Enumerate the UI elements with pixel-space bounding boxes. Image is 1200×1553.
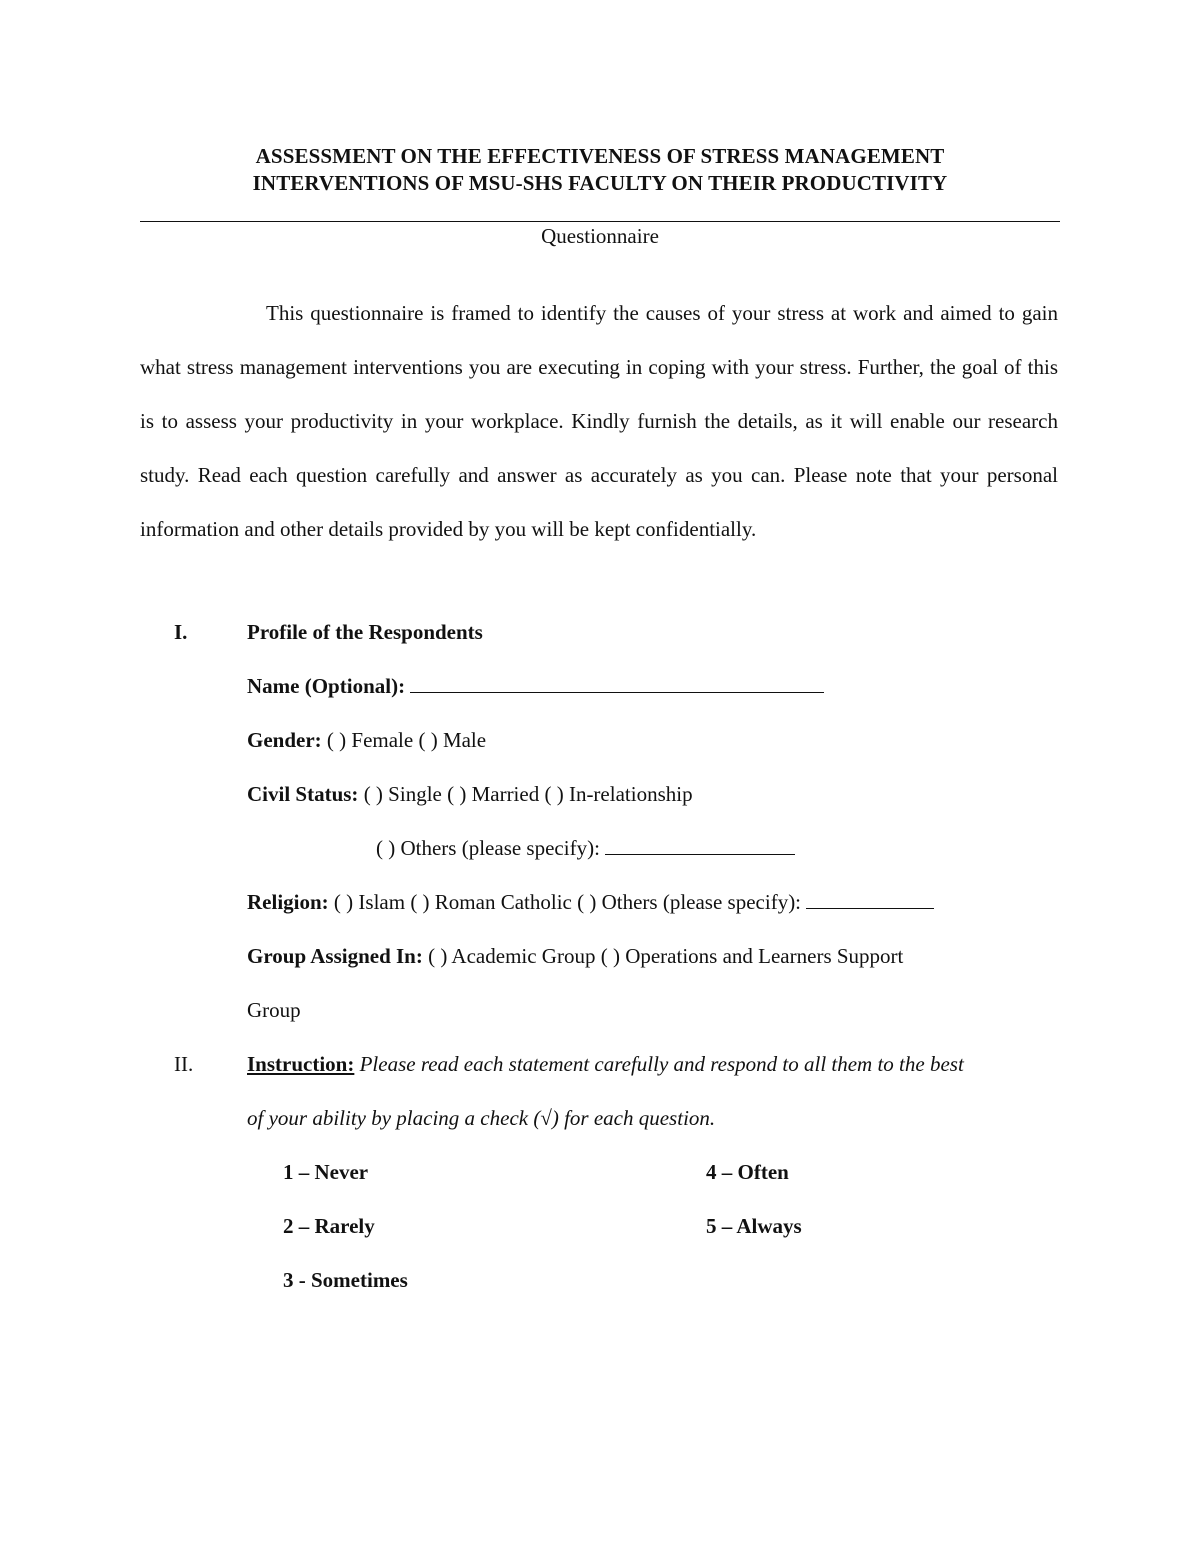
civil-status-label: Civil Status: bbox=[247, 782, 359, 806]
document-subtitle: Questionnaire bbox=[541, 224, 659, 248]
section-2-numeral: II. bbox=[174, 1052, 194, 1076]
civil-status-options[interactable]: ( ) Single ( ) Married ( ) In-relationship bbox=[363, 782, 693, 806]
group-assigned-label: Group Assigned In: bbox=[247, 944, 423, 968]
group-assigned-options[interactable]: ( ) Academic Group ( ) Operations and Learners Support bbox=[428, 944, 904, 968]
group-assigned-row bbox=[247, 944, 903, 969]
scale-never: 1 – Never bbox=[283, 1160, 369, 1184]
name-label: Name (Optional): bbox=[247, 674, 406, 698]
intro-paragraph: This questionnaire is framed to identify the causes of your stress at work and aimed to gain what stress management interventions you are executing in coping with your stress. Further, the goal of this is to assess your productivity in your workplace. Kindly furnish the details, as it will enable our research study. Read each question carefully and answer as accurately as you can. Please note that your personal information and other details provided by you will be kept confidentially. bbox=[140, 301, 1058, 541]
instruction-label: Instruction: bbox=[247, 1052, 355, 1076]
instruction-row bbox=[247, 1052, 964, 1077]
religion-label: Religion: bbox=[247, 890, 329, 914]
gender-row bbox=[247, 728, 486, 753]
document-title-line-2: INTERVENTIONS OF MSU-SHS FACULTY ON THEIR PRODUCTIVITY bbox=[252, 171, 948, 195]
instruction-text-line-1: Please read each statement carefully and respond to all them to the best bbox=[359, 1052, 964, 1076]
civil-status-others-row bbox=[376, 836, 795, 861]
gender-options[interactable]: ( ) Female ( ) Male bbox=[326, 728, 487, 752]
name-input-line[interactable] bbox=[410, 674, 824, 693]
religion-others-input-line[interactable] bbox=[806, 890, 934, 909]
name-field-row bbox=[247, 674, 824, 699]
section-1-heading: Profile of the Respondents bbox=[247, 620, 483, 644]
scale-always: 5 – Always bbox=[706, 1214, 802, 1238]
group-assigned-options-continued: Group bbox=[247, 998, 301, 1022]
civil-status-row bbox=[247, 782, 693, 807]
civil-status-others-option[interactable]: ( ) Others (please specify): bbox=[376, 836, 600, 860]
civil-status-others-input-line[interactable] bbox=[605, 836, 795, 855]
section-1-numeral: I. bbox=[174, 620, 188, 644]
title-divider bbox=[140, 221, 1060, 222]
scale-rarely: 2 – Rarely bbox=[283, 1214, 375, 1238]
gender-label: Gender: bbox=[247, 728, 322, 752]
document-title-line-1: ASSESSMENT ON THE EFFECTIVENESS OF STRESS MANAGEMENT bbox=[255, 144, 945, 168]
religion-options[interactable]: ( ) Islam ( ) Roman Catholic ( ) Others (please specify): bbox=[333, 890, 802, 914]
scale-often: 4 – Often bbox=[706, 1160, 789, 1184]
scale-sometimes: 3 - Sometimes bbox=[283, 1268, 408, 1292]
religion-row bbox=[247, 890, 934, 915]
instruction-text-line-2: of your ability by placing a check (√) for each question. bbox=[247, 1106, 716, 1130]
